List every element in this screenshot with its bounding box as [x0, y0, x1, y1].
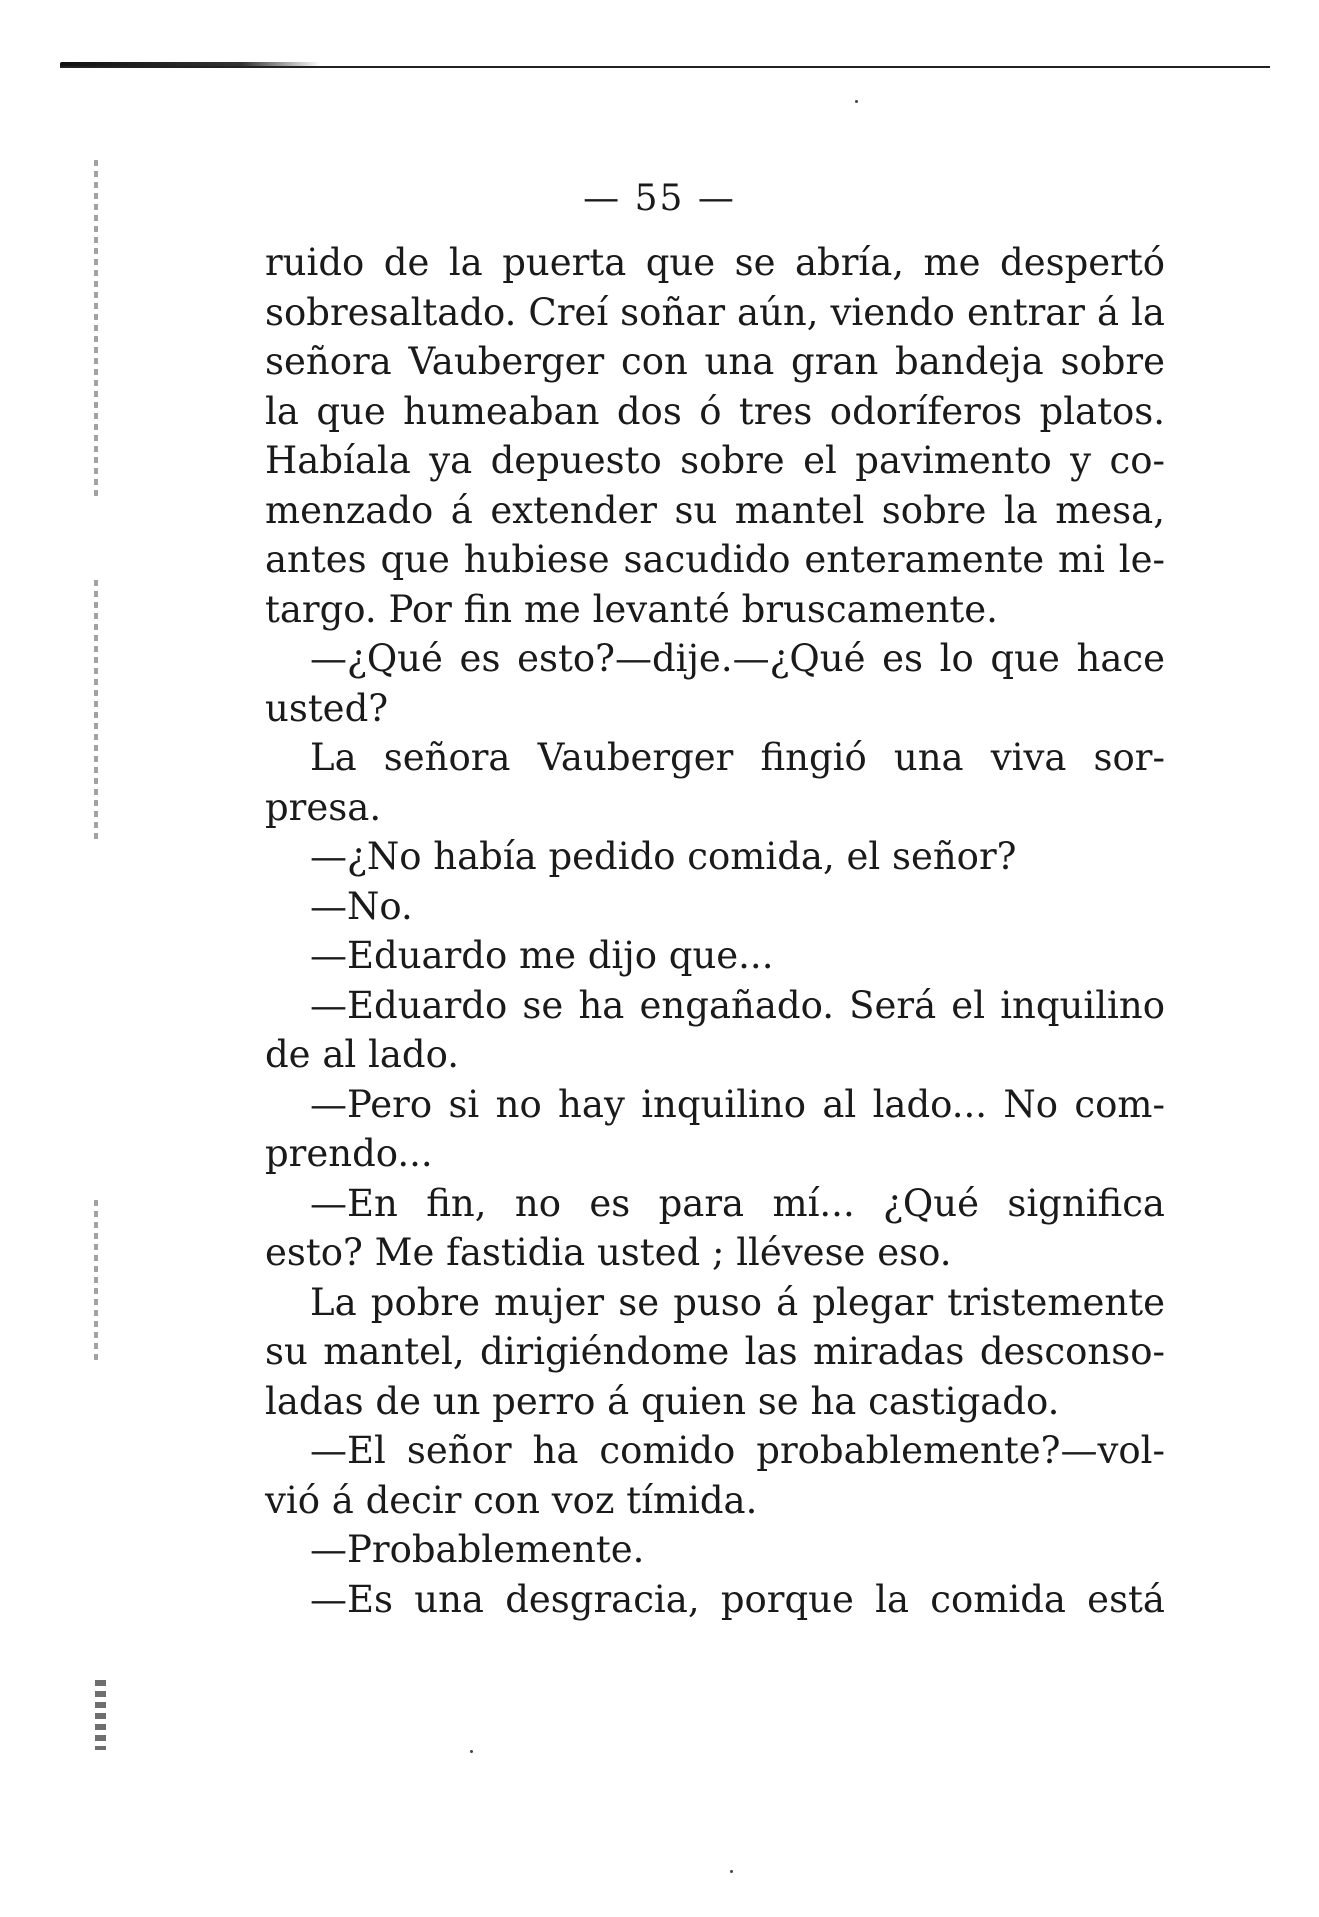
text-line: la que humeaban dos ó tres odoríferos platos.: [265, 389, 1165, 433]
text-line: —El señor ha comido probablemente?—vol-: [310, 1429, 1165, 1472]
body-text: [265, 238, 1165, 1624]
text-line: menzado á extender su mantel sobre la mesa,: [265, 488, 1165, 532]
text-line: —En fin, no es para mí... ¿Qué significa: [310, 1181, 1165, 1225]
text-line: —Es una desgracia, porque la comida está: [310, 1577, 1165, 1621]
text-line: —Eduardo se ha engañado. Será el inquilino: [310, 983, 1165, 1027]
text-line: —¿No había pedido comida, el señor?: [310, 835, 1017, 878]
text-line: usted?: [265, 686, 389, 730]
text-line: vió á decir con voz tímida.: [265, 1478, 758, 1522]
binding-margin-mark: [95, 1680, 106, 1750]
text-line: sobresaltado. Creí soñar aún, viendo entrar á la: [265, 290, 1165, 334]
text-line: Habíala ya depuesto sobre el pavimento y co-: [265, 439, 1165, 482]
text-line: La pobre mujer se puso á plegar tristemente: [310, 1280, 1165, 1324]
text-line: esto? Me fastidia usted ; llévese eso.: [265, 1231, 952, 1274]
text-line: señora Vauberger con una gran bandeja sobre: [265, 340, 1165, 383]
print-speck: [855, 100, 858, 103]
print-speck: [730, 1870, 733, 1873]
text-line: La señora Vauberger fingió una viva sor-: [310, 736, 1165, 779]
text-line: —No.: [310, 884, 413, 928]
text-line: targo. Por fin me levanté bruscamente.: [265, 587, 998, 631]
binding-margin-mark: [94, 1200, 98, 1360]
text-line: ladas de un perro á quien se ha castigado.: [265, 1379, 1060, 1423]
text-line: prendo...: [265, 1132, 433, 1175]
header-rule: [60, 66, 1270, 68]
page-number: — 55 —: [583, 178, 736, 219]
text-line: presa.: [265, 785, 382, 829]
print-speck: [470, 1750, 473, 1753]
binding-margin-mark: [94, 580, 98, 840]
text-line: de al lado.: [265, 1033, 459, 1076]
text-line: —¿Qué es esto?—dije.—¿Qué es lo que hace: [310, 637, 1165, 680]
text-line: antes que hubiese sacudido enteramente mi le-: [265, 538, 1165, 581]
text-line: —Pero si no hay inquilino al lado... No com-: [310, 1082, 1165, 1126]
text-line: ruido de la puerta que se abría, me despertó: [265, 241, 1165, 284]
text-line: —Eduardo me dijo que...: [310, 934, 774, 977]
text-line: —Probablemente.: [310, 1528, 645, 1571]
text-line: su mantel, dirigiéndome las miradas desconso-: [265, 1330, 1165, 1373]
